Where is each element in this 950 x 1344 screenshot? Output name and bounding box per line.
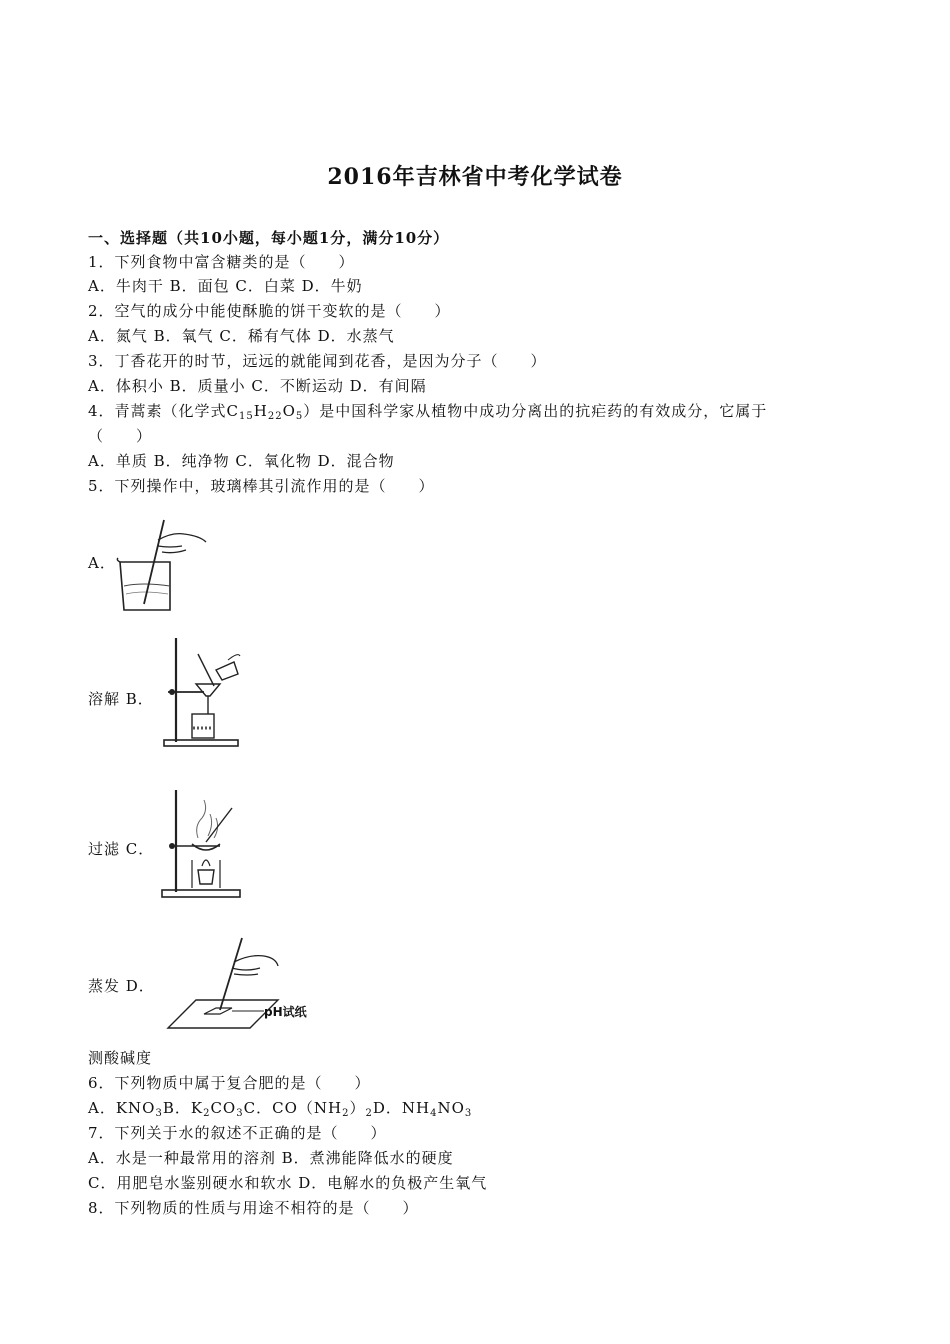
q5-option-d-label: 蒸发 D． (88, 977, 155, 995)
q4-stem-continued: （ ） (88, 427, 153, 445)
stirring-beaker-figure (112, 512, 212, 616)
q5-stem: 5．下列操作中，玻璃棒其引流作用的是（ ） (88, 477, 435, 495)
q6-options: A．$KNO_3B$．$K_2CO_3C$．$CO(NH_2)_2D$．$NH_4NO_3$ (88, 1099, 473, 1119)
ph-paper-label: pH试纸 (264, 1005, 307, 1019)
q2-stem: 2．空气的成分中能使酥脆的饼干变软的是（ ） (88, 302, 451, 320)
filtration-stand-figure (158, 634, 248, 750)
q5-option-d-caption: 测酸碱度 (88, 1049, 153, 1067)
q2-options: A．氮气 B．氧气 C．稀有气体 D．水蒸气 (88, 327, 395, 345)
q7-stem: 7．下列关于水的叙述不正确的是（ ） (88, 1124, 387, 1142)
q5-option-a-label: A． (88, 554, 116, 572)
page-title: 2016年吉林省中考化学试卷 (327, 164, 623, 190)
q1-stem: 1．下列食物中富含糖类的是（ ） (88, 253, 355, 271)
ph-test-figure (160, 934, 320, 1034)
evaporation-figure (158, 784, 248, 902)
q5-option-b-label: 溶解 B． (88, 690, 154, 708)
q3-options: A．体积小 B．质量小 C．不断运动 D．有间隔 (88, 377, 427, 395)
q3-stem: 3．丁香花开的时节，远远的就能闻到花香，是因为分子（ ） (88, 352, 547, 370)
q4-stem: 4．青蒿素（化学式$C_{15}H_{22}O_5$）是中国科学家从植物中成功分离出的抗疟药的有效成分，它属于 (88, 402, 768, 422)
q1-options: A．牛肉干 B．面包 C．白菜 D．牛奶 (88, 277, 363, 295)
section-heading: 一、选择题（共10小题，每小题1分，满分10分） (88, 229, 450, 247)
q8-stem: 8．下列物质的性质与用途不相符的是（ ） (88, 1199, 419, 1217)
q4-options: A．单质 B．纯净物 C．氧化物 D．混合物 (88, 452, 395, 470)
q7-options-line2: C．用肥皂水鉴别硬水和软水 D．电解水的负极产生氧气 (88, 1174, 488, 1192)
q5-option-c-label: 过滤 C． (88, 840, 155, 858)
q6-stem: 6．下列物质中属于复合肥的是（ ） (88, 1074, 371, 1092)
q7-options-line1: A．水是一种最常用的溶剂 B．煮沸能降低水的硬度 (88, 1149, 454, 1167)
